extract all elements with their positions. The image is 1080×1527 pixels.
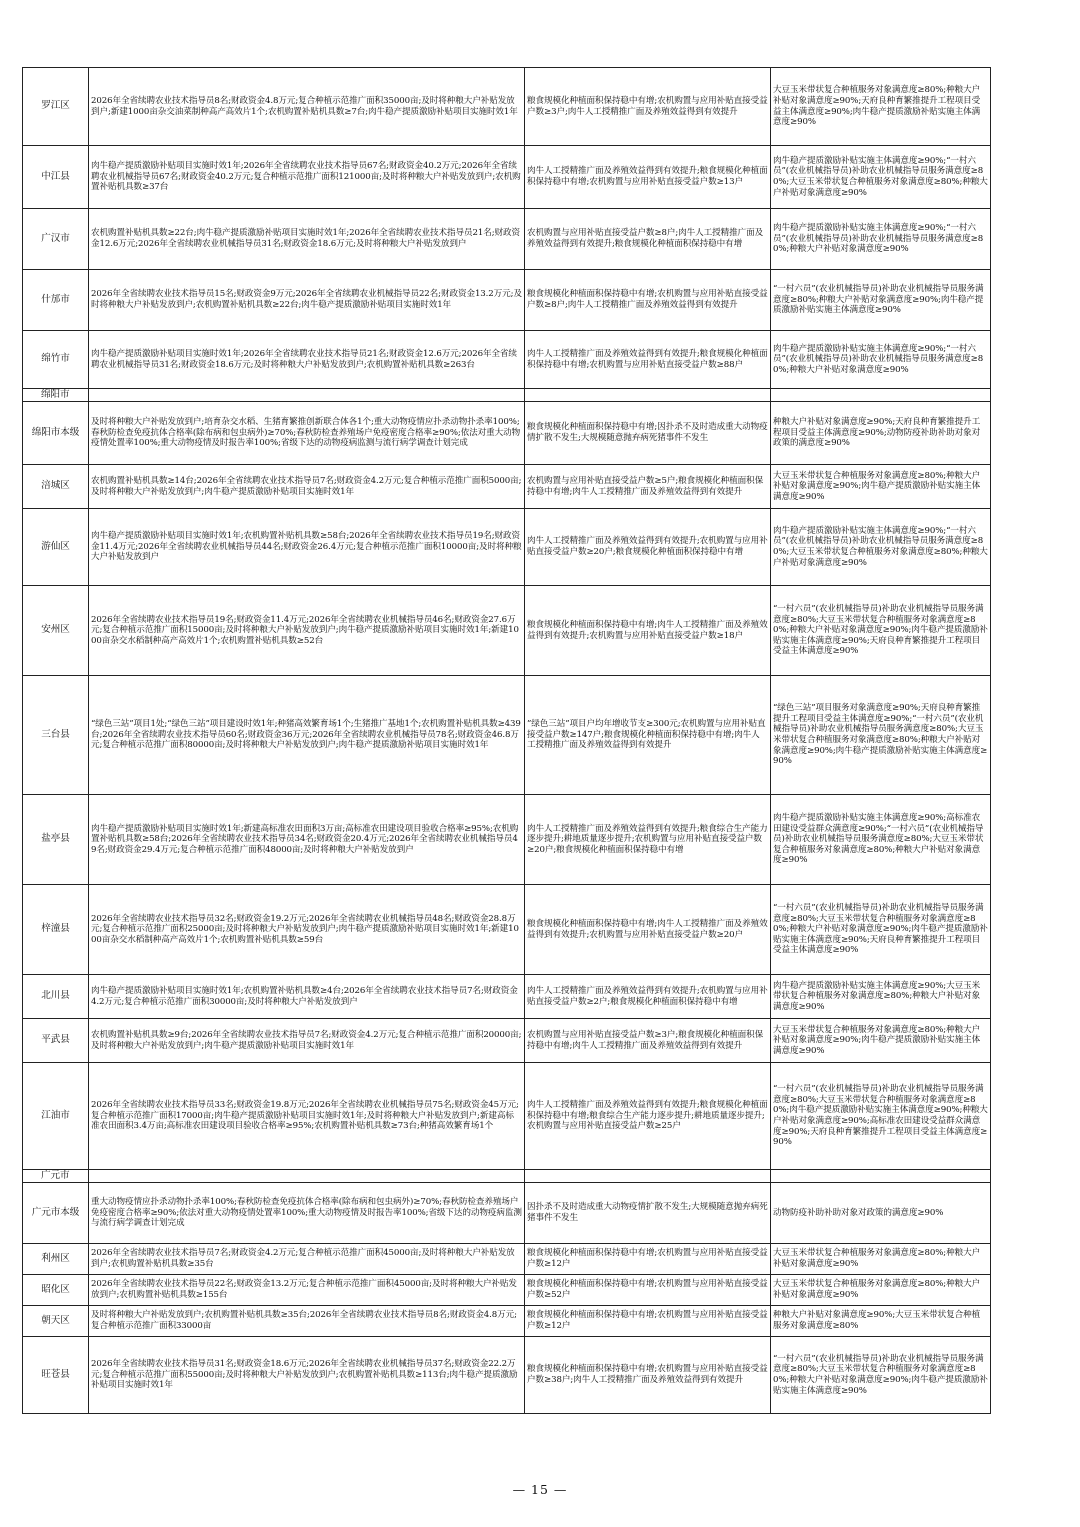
benefit-indicator-cell: 肉牛人工授精推广面及养殖效益得到有效提升;粮食综合生产能力逐步提升;耕地质量逐步提升;农机购置与应用补贴直接受益户数≥20户;粮食规模化种植面积保持稳中有增 [525, 795, 771, 885]
region-cell: 绵阳市本级 [23, 402, 89, 465]
benefit-indicator-cell: 粮食规模化种植面积保持稳中有增;农机购置与应用补贴直接受益户数≥3户;肉牛人工授精推广面及养殖效益得到有效提升 [525, 68, 771, 146]
table-row [23, 209, 991, 270]
output-indicator-cell: 重大动物疫情应扑杀动物扑杀率100%;春秋防检查免疫抗体合格率(除布病和包虫病外)≥70%;春秋防检查养殖场户免疫密度合格率≥90%;依法对重大动物疫情处置率100%;重大动物疫情及时报告率100%;省级下达的动物疫病监测与流行病学调查计划完成 [89, 1183, 525, 1244]
table-row [23, 1275, 991, 1306]
output-indicator-cell: 2026年全省续聘农业技术指导员33名;财政资金19.8万元;2026年全省续聘农业机械指导员75名;财政资金45万元;复合种植示范推广面积17000亩;肉牛稳产提质激励补贴项目实施时效1年;及时将种粮大户补贴发放到户;新建高标准农田面积3.4万亩;高标准农田建设项目验收合格率≥95%;农机购置补贴机具数≥73台;种猪高效繁育场1个 [89, 1063, 525, 1170]
output-indicator-cell: 肉牛稳产提质激励补贴项目实施时效1年;农机购置补贴机具数≥4台;2026年全省续聘农业技术指导员7名;财政资金4.2万元;复合种植示范推广面积30000亩;及时将种粮大户补贴发放到户 [89, 975, 525, 1019]
output-indicator-cell [89, 389, 525, 402]
region-cell: 涪城区 [23, 465, 89, 509]
benefit-indicator-cell: 肉牛人工授精推广面及养殖效益得到有效提升;粮食规模化种植面积保持稳中有增;农机购置与应用补贴直接受益户数≥88户 [525, 331, 771, 389]
benefit-indicator-cell: 农机购置与应用补贴直接受益户数≥3户;粮食规模化种植面积保持稳中有增;肉牛人工授精推广面及养殖效益得到有效提升 [525, 1019, 771, 1063]
satisfaction-indicator-cell: 大豆玉米带状复合种植服务对象满意度≥80%;种粮大户补贴对象满意度≥90% [771, 1275, 991, 1306]
table-row [23, 1306, 991, 1337]
benefit-indicator-cell: 因扑杀不及时造成重大动物疫情扩散不发生;大规模随意抛弃病死猪事件不发生 [525, 1183, 771, 1244]
satisfaction-indicator-cell: 肉牛稳产提质激励补贴实施主体满意度≥90%;“一村六员”(农业机械指导员)补助农业机械指导员服务满意度≥80%;种粮大户补贴对象满意度≥90% [771, 331, 991, 389]
output-indicator-cell: 2026年全省续聘农业技术指导员15名;财政资金9万元;2026年全省续聘农业机械指导员22名;财政资金13.2万元;及时将种粮大户补贴发放到户;农机购置补贴机具数≥22台;肉牛稳产提质激励补贴项目实施时效1年 [89, 270, 525, 331]
benefit-indicator-cell: 粮食规模化种植面积保持稳中有增;因扑杀不及时造成重大动物疫情扩散不发生;大规模随意抛弃病死猪事件不发生 [525, 402, 771, 465]
satisfaction-indicator-cell: “一村六员”(农业机械指导员)补助农业机械指导员服务满意度≥80%;大豆玉米带状复合种植服务对象满意度≥80%;种粮大户补贴对象满意度≥90%;肉牛稳产提质激励补贴实施主体满意度≥90% [771, 1337, 991, 1414]
region-cell: 广元市 [23, 1170, 89, 1183]
region-cell: 什邡市 [23, 270, 89, 331]
benefit-indicator-cell: 肉牛人工授精推广面及养殖效益得到有效提升;农机购置与应用补贴直接受益户数≥2户;粮食规模化种植面积保持稳中有增 [525, 975, 771, 1019]
benefit-indicator-cell: 农机购置与应用补贴直接受益户数≥5户;粮食规模化种植面积保持稳中有增;肉牛人工授精推广面及养殖效益得到有效提升 [525, 465, 771, 509]
table-row [23, 975, 991, 1019]
satisfaction-indicator-cell: 动物防疫补助补助对象对政策的满意度≥90% [771, 1183, 991, 1244]
output-indicator-cell: 2026年全省续聘农业技术指导员7名;财政资金4.2万元;复合种植示范推广面积45000亩;及时将种粮大户补贴发放到户;农机购置补贴机具数≥35台 [89, 1244, 525, 1275]
satisfaction-indicator-cell: “一村六员”(农业机械指导员)补助农业机械指导员服务满意度≥80%;种粮大户补贴对象满意度≥90%;肉牛稳产提质激励补贴实施主体满意度≥90% [771, 270, 991, 331]
region-cell: 三台县 [23, 676, 89, 795]
table-row [23, 676, 991, 795]
city-header-row [23, 1170, 991, 1183]
benefit-indicator-cell: ”绿色三站”项目户均年增收节支≥300元;农机购置与应用补贴直接受益户数≥147户;粮食规模化种植面积保持稳中有增;肉牛人工授精推广面及养殖效益得到有效提升 [525, 676, 771, 795]
table-row [23, 586, 991, 676]
output-indicator-cell: 肉牛稳产提质激励补贴项目实施时效1年;农机购置补贴机具数≥58台;2026年全省续聘农业技术指导员19名;财政资金11.4万元;2026年全省续聘农业机械指导员44名;财政资金26.4万元;复合种植示范推广面积10000亩;及时将种粮大户补贴发放到户 [89, 509, 525, 586]
region-cell: 平武县 [23, 1019, 89, 1063]
benefit-indicator-cell: 粮食规模化种植面积保持稳中有增;农机购置与应用补贴直接受益户数≥12户 [525, 1244, 771, 1275]
region-cell: 江油市 [23, 1063, 89, 1170]
benefit-indicator-cell: 粮食规模化种植面积保持稳中有增;肉牛人工授精推广面及养殖效益得到有效提升;农机购置与应用补贴直接受益户数≥18户 [525, 586, 771, 676]
region-cell: 安州区 [23, 586, 89, 676]
satisfaction-indicator-cell: “一村六员”(农业机械指导员)补助农业机械指导员服务满意度≥80%;大豆玉米带状复合种植服务对象满意度≥80%;种粮大户补贴对象满意度≥90%;肉牛稳产提质激励补贴实施主体满意度≥90%;天府良种育繁推提升工程项目受益主体满意度≥90% [771, 885, 991, 975]
benefit-indicator-cell: 肉牛人工授精推广面及养殖效益得到有效提升;农机购置与应用补贴直接受益户数≥20户;粮食规模化种植面积保持稳中有增 [525, 509, 771, 586]
satisfaction-indicator-cell: 大豆玉米带状复合种植服务对象满意度≥80%;种粮大户补贴对象满意度≥90%;肉牛稳产提质激励补贴实施主体满意度≥90% [771, 1019, 991, 1063]
benefit-indicator-cell: 粮食规模化种植面积保持稳中有增;农机购置与应用补贴直接受益户数≥52户 [525, 1275, 771, 1306]
region-cell: 中江县 [23, 146, 89, 209]
benefit-indicator-cell: 肉牛人工授精推广面及养殖效益得到有效提升;粮食规模化种植面积保持稳中有增;农机购置与应用补贴直接受益户数≥13户 [525, 146, 771, 209]
table-row [23, 795, 991, 885]
output-indicator-cell: “绿色三站”项目1处;“绿色三站”项目建设时效1年;种猪高效繁育场1个;生猪推广基地1个;农机购置补贴机具数≥439台;2026年全省续聘农业技术指导员60名;财政资金36万元;2026年全省续聘农业机械指导员78名;财政资金46.8万元;复合种植示范推广面积80000亩;及时将种粮大户补贴发放到户;肉牛稳产提质激励补贴项目实施时效1年 [89, 676, 525, 795]
table-row [23, 1183, 991, 1244]
table-row [23, 1244, 991, 1275]
satisfaction-indicator-cell: 肉牛稳产提质激励补贴实施主体满意度≥90%;大豆玉米带状复合种植服务对象满意度≥80%;种粮大户补贴对象满意度≥90% [771, 975, 991, 1019]
region-cell: 昭化区 [23, 1275, 89, 1306]
benefit-indicator-cell: 粮食规模化种植面积保持稳中有增;农机购置与应用补贴直接受益户数≥38户;肉牛人工授精推广面及养殖效益得到有效提升 [525, 1337, 771, 1414]
city-header-row [23, 389, 991, 402]
table-row [23, 465, 991, 509]
output-indicator-cell: 2026年全省续聘农业技术指导员31名;财政资金18.6万元;2026年全省续聘农业机械指导员37名;财政资金22.2万元;复合种植示范推广面积55000亩;及时将种粮大户补贴发放到户;农机购置补贴机具数≥113台;肉牛稳产提质激励补贴项目实施时效1年 [89, 1337, 525, 1414]
table-row [23, 146, 991, 209]
satisfaction-indicator-cell: “一村六员”(农业机械指导员)补助农业机械指导员服务满意度≥80%;大豆玉米带状复合种植服务对象满意度≥80%;肉牛稳产提质激励补贴实施主体满意度≥90%;种粮大户补贴对象满意度≥90%;高标准农田建设受益群众满意度≥90%;天府良种育繁推提升工程项目受益主体满意度≥90% [771, 1063, 991, 1170]
output-indicator-cell: 2026年全省续聘农业技术指导员19名;财政资金11.4万元;2026年全省续聘农业机械指导员46名;财政资金27.6万元;复合种植示范推广面积15000亩;及时将种粮大户补贴发放到户;肉牛稳产提质激励补贴项目实施时效1年;新建1000亩杂交水稻制种高产高效片1个;农机购置补贴机具数≥52台 [89, 586, 525, 676]
output-indicator-cell: 及时将种粮大户补贴发放到户;培育杂交水稻、生猪育繁推创新联合体各1个;重大动物疫情应扑杀动物扑杀率100%;春秋防检查免疫抗体合格率(除布病和包虫病外)≥70%;春秋防检查养殖场户免疫密度合格率≥90%;依法对重大动物疫情处置率100%;重大动物疫情及时报告率100%;省级下达的动物疫病监测与流行病学调查计划完成 [89, 402, 525, 465]
table-row [23, 885, 991, 975]
region-cell: 广汉市 [23, 209, 89, 270]
region-cell: 朝天区 [23, 1306, 89, 1337]
region-cell: 梓潼县 [23, 885, 89, 975]
region-cell: 绵竹市 [23, 331, 89, 389]
table-body [23, 68, 991, 1414]
output-indicator-cell: 2026年全省续聘农业技术指导员8名;财政资金4.8万元;复合种植示范推广面积35000亩;及时将种粮大户补贴发放到户;新建1000亩杂交油菜制种高产高效片1个;农机购置补贴机具数≥7台;肉牛稳产提质激励补贴项目实施时效1年 [89, 68, 525, 146]
satisfaction-indicator-cell: 种粮大户补贴对象满意度≥90%;天府良种育繁推提升工程项目受益主体满意度≥90%;动物防疫补助补助对象对政策的满意度≥90% [771, 402, 991, 465]
region-cell: 盐亭县 [23, 795, 89, 885]
satisfaction-indicator-cell: 大豆玉米带状复合种植服务对象满意度≥80%;种粮大户补贴对象满意度≥90% [771, 1244, 991, 1275]
satisfaction-indicator-cell [771, 389, 991, 402]
benefit-indicator-cell: 粮食规模化种植面积保持稳中有增;肉牛人工授精推广面及养殖效益得到有效提升;农机购置与应用补贴直接受益户数≥20户 [525, 885, 771, 975]
output-indicator-cell: 肉牛稳产提质激励补贴项目实施时效1年;2026年全省续聘农业技术指导员21名;财政资金12.6万元;2026年全省续聘农业机械指导员31名;财政资金18.6万元;及时将种粮大户补贴发放到户;农机购置补贴机具数≥263台 [89, 331, 525, 389]
page-number: — 15 — [512, 1482, 568, 1497]
benefit-indicator-cell: 粮食规模化种植面积保持稳中有增;农机购置与应用补贴直接受益户数≥8户;肉牛人工授精推广面及养殖效益得到有效提升 [525, 270, 771, 331]
region-cell: 绵阳市 [23, 389, 89, 402]
satisfaction-indicator-cell: 肉牛稳产提质激励补贴实施主体满意度≥90%;“一村六员”(农业机械指导员)补助农业机械指导员服务满意度≥80%;种粮大户补贴对象满意度≥90% [771, 209, 991, 270]
satisfaction-indicator-cell [771, 1170, 991, 1183]
output-indicator-cell: 及时将种粮大户补贴发放到户;农机购置补贴机具数≥35台;2026年全省续聘农业技术指导员8名;财政资金4.8万元;复合种植示范推广面积33000亩 [89, 1306, 525, 1337]
table-row [23, 68, 991, 146]
region-cell: 旺苍县 [23, 1337, 89, 1414]
table-row [23, 509, 991, 586]
table-row [23, 402, 991, 465]
table-row [23, 270, 991, 331]
table-row [23, 1337, 991, 1414]
region-cell: 游仙区 [23, 509, 89, 586]
benefit-indicator-cell: 肉牛人工授精推广面及养殖效益得到有效提升;粮食规模化种植面积保持稳中有增;粮食综合生产能力逐步提升;耕地质量逐步提升;农机购置与应用补贴直接受益户数≥25户 [525, 1063, 771, 1170]
region-cell: 罗江区 [23, 68, 89, 146]
benefit-indicator-cell: 粮食规模化种植面积保持稳中有增;农机购置与应用补贴直接受益户数≥12户 [525, 1306, 771, 1337]
performance-table [22, 67, 991, 1414]
satisfaction-indicator-cell: 肉牛稳产提质激励补贴实施主体满意度≥90%;“一村六员”(农业机械指导员)补助农业机械指导员服务满意度≥80%;大豆玉米带状复合种植服务对象满意度≥80%;种粮大户补贴对象满意度≥90% [771, 509, 991, 586]
output-indicator-cell: 农机购置补贴机具数≥14台;2026年全省续聘农业技术指导员7名;财政资金4.2万元;复合种植示范推广面积5000亩;及时将种粮大户补贴发放到户;肉牛稳产提质激励补贴项目实施时效1年 [89, 465, 525, 509]
benefit-indicator-cell [525, 1170, 771, 1183]
satisfaction-indicator-cell: 种粮大户补贴对象满意度≥90%;大豆玉米带状复合种植服务对象满意度≥80% [771, 1306, 991, 1337]
output-indicator-cell: 肉牛稳产提质激励补贴项目实施时效1年;新建高标准农田面积3万亩;高标准农田建设项目验收合格率≥95%;农机购置补贴机具数≥58台;2026年全省续聘农业技术指导员34名;财政资金20.4万元;2026年全省续聘农业机械指导员49名;财政资金29.4万元;复合种植示范推广面积48000亩;及时将种粮大户补贴发放到户 [89, 795, 525, 885]
output-indicator-cell: 肉牛稳产提质激励补贴项目实施时效1年;2026年全省续聘农业技术指导员67名;财政资金40.2万元;2026年全省续聘农业机械指导员67名;财政资金40.2万元;复合种植示范推广面积121000亩;及时将种粮大户补贴发放到户;农机购置补贴机具数≥37台 [89, 146, 525, 209]
satisfaction-indicator-cell: 大豆玉米带状复合种植服务对象满意度≥80%;种粮大户补贴对象满意度≥90%;肉牛稳产提质激励补贴实施主体满意度≥90% [771, 465, 991, 509]
table-row [23, 331, 991, 389]
region-cell: 利州区 [23, 1244, 89, 1275]
benefit-indicator-cell: 农机购置与应用补贴直接受益户数≥8户;肉牛人工授精推广面及养殖效益得到有效提升;粮食规模化种植面积保持稳中有增 [525, 209, 771, 270]
region-cell: 广元市本级 [23, 1183, 89, 1244]
satisfaction-indicator-cell: “一村六员”(农业机械指导员)补助农业机械指导员服务满意度≥80%;大豆玉米带状复合种植服务对象满意度≥80%;种粮大户补贴对象满意度≥90%;肉牛稳产提质激励补贴实施主体满意度≥90%;天府良种育繁推提升工程项目受益主体满意度≥90% [771, 586, 991, 676]
satisfaction-indicator-cell: “绿色三站”项目服务对象满意度≥90%;天府良种育繁推提升工程项目受益主体满意度≥90%;“一村六员”(农业机械指导员)补助农业机械指导员服务满意度≥80%;大豆玉米带状复合种植服务对象满意度≥80%;种粮大户补贴对象满意度≥90%;肉牛稳产提质激励补贴实施主体满意度≥90% [771, 676, 991, 795]
table-row [23, 1063, 991, 1170]
satisfaction-indicator-cell: 大豆玉米带状复合种植服务对象满意度≥80%;种粮大户补贴对象满意度≥90%;天府良种育繁推提升工程项目受益主体满意度≥90%;肉牛稳产提质激励补贴实施主体满意度≥90% [771, 68, 991, 146]
output-indicator-cell: 2026年全省续聘农业技术指导员32名;财政资金19.2万元;2026年全省续聘农业机械指导员48名;财政资金28.8万元;复合种植示范推广面积25000亩;及时将种粮大户补贴发放到户;肉牛稳产提质激励补贴项目实施时效1年;新建1000亩杂交水稻制种高产高效片1个;农机购置补贴机具数≥59台 [89, 885, 525, 975]
region-cell: 北川县 [23, 975, 89, 1019]
output-indicator-cell: 2026年全省续聘农业技术指导员22名;财政资金13.2万元;复合种植示范推广面积45000亩;及时将种粮大户补贴发放到户;农机购置补贴机具数≥155台 [89, 1275, 525, 1306]
satisfaction-indicator-cell: 肉牛稳产提质激励补贴实施主体满意度≥90%;高标准农田建设受益群众满意度≥90%;“一村六员”(农业机械指导员)补助农业机械指导员服务满意度≥80%;大豆玉米带状复合种植服务对象满意度≥80%;种粮大户补贴对象满意度≥90% [771, 795, 991, 885]
output-indicator-cell: 农机购置补贴机具数≥22台;肉牛稳产提质激励补贴项目实施时效1年;2026年全省续聘农业技术指导员21名;财政资金12.6万元;2026年全省续聘农业机械指导员31名;财政资金18.6万元;及时将种粮大户补贴发放到户 [89, 209, 525, 270]
table-row [23, 1019, 991, 1063]
satisfaction-indicator-cell: 肉牛稳产提质激励补贴实施主体满意度≥90%;“一村六员”(农业机械指导员)补助农业机械指导员服务满意度≥80%;大豆玉米带状复合种植服务对象满意度≥80%;种粮大户补贴对象满意度≥90% [771, 146, 991, 209]
output-indicator-cell [89, 1170, 525, 1183]
output-indicator-cell: 农机购置补贴机具数≥9台;2026年全省续聘农业技术指导员7名;财政资金4.2万元;复合种植示范推广面积20000亩;及时将种粮大户补贴发放到户;肉牛稳产提质激励补贴项目实施时效1年 [89, 1019, 525, 1063]
benefit-indicator-cell [525, 389, 771, 402]
